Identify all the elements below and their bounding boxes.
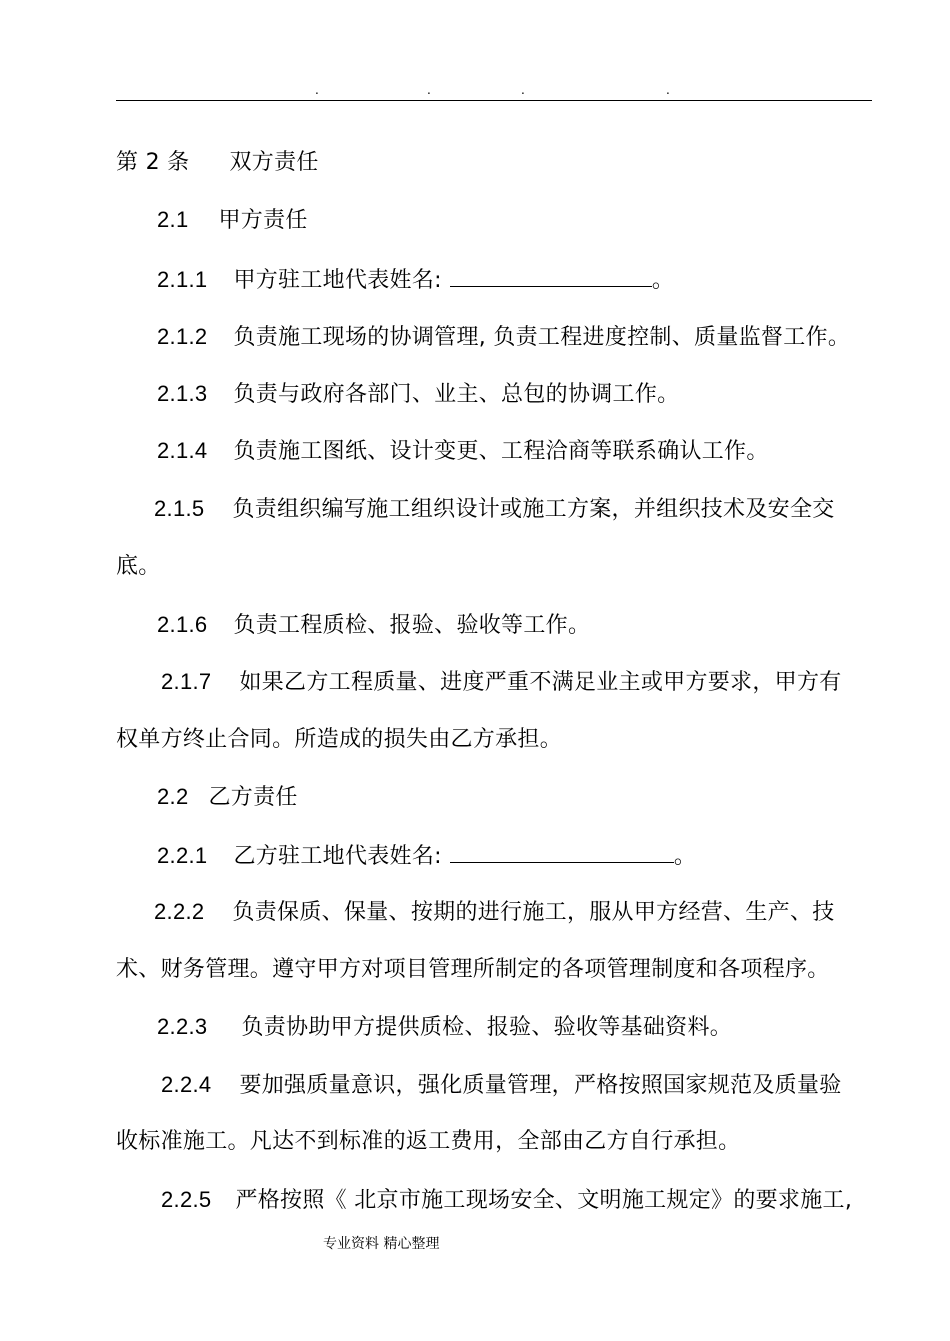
clause	[161, 1070, 842, 1101]
clause-number: 2.2.5	[161, 1187, 212, 1212]
clause-text: 负责与政府各部门、业主、总包的协调工作。	[233, 382, 680, 407]
clause-text: 负责协助甲方提供质检、报验、验收等基础资料。	[241, 1015, 733, 1040]
header-dot: .	[666, 83, 670, 97]
header-dot: .	[427, 83, 431, 97]
section-number: 2.1	[157, 207, 189, 232]
clause-number: 2.1.5	[154, 496, 205, 521]
clause-end: 。	[673, 844, 697, 869]
article-number: 第 2 条	[116, 150, 190, 175]
section-heading	[157, 782, 298, 813]
clause-text: 负责组织编写施工组织设计或施工方案，并组织技术及安全交	[232, 497, 835, 522]
clause	[154, 494, 835, 525]
clause-text: 负责施工现场的协调管理, 负责工程进度控制、质量监督工作。	[233, 325, 851, 350]
article-title	[116, 148, 319, 178]
clause-number: 2.2.3	[157, 1014, 208, 1039]
clause-number: 2.1.7	[161, 669, 212, 694]
header-dot: .	[521, 83, 525, 97]
clause-number: 2.1.1	[157, 267, 208, 292]
clause-text: 严格按照《 北京市施工现场安全、文明施工规定》的要求施工,	[235, 1188, 853, 1213]
clause	[157, 840, 696, 872]
clause	[157, 264, 674, 296]
clause-text: 负责工程质检、报验、验收等工作。	[233, 613, 591, 638]
clause-continuation: 收标准施工。凡达不到标准的返工费用，全部由乙方自行承担。	[116, 1129, 741, 1154]
clause-continuation: 权单方终止合同。所造成的损失由乙方承担。	[116, 727, 563, 752]
clause	[161, 1185, 852, 1216]
clause	[157, 436, 769, 467]
section-title: 乙方责任	[208, 785, 298, 810]
clause-number: 2.1.3	[157, 381, 208, 406]
name-blank-field	[450, 264, 652, 287]
clause-number: 2.2.4	[161, 1072, 212, 1097]
section-number: 2.2	[157, 784, 189, 809]
clause-text: 乙方驻工地代表姓名:	[233, 844, 442, 869]
page-footer: 专业资料 精心整理	[323, 1236, 440, 1252]
clause	[157, 322, 850, 353]
clause-number: 2.1.4	[157, 438, 208, 463]
name-blank-field	[450, 840, 674, 863]
clause-number: 2.1.6	[157, 612, 208, 637]
clause-number: 2.2.2	[154, 899, 205, 924]
header-dot: .	[315, 83, 319, 97]
clause-number: 2.1.2	[157, 324, 208, 349]
clause-number: 2.2.1	[157, 843, 208, 868]
clause-text: 如果乙方工程质量、进度严重不满足业主或甲方要求，甲方有	[239, 670, 842, 695]
article-heading: 双方责任	[229, 150, 319, 175]
clause-text: 负责施工图纸、设计变更、工程洽商等联系确认工作。	[233, 439, 769, 464]
section-title: 甲方责任	[218, 208, 308, 233]
clause	[157, 1012, 732, 1043]
clause	[154, 897, 835, 928]
section-heading	[157, 205, 308, 236]
clause	[157, 610, 590, 641]
clause-text: 甲方驻工地代表姓名:	[233, 268, 442, 293]
clause-text: 负责保质、保量、按期的进行施工，服从甲方经营、生产、技	[232, 900, 835, 925]
header-rule	[116, 100, 872, 101]
clause-end: 。	[651, 268, 675, 293]
clause	[161, 667, 842, 698]
clause	[157, 379, 679, 410]
clause-continuation: 底。	[116, 554, 161, 579]
clause-text: 要加强质量意识，强化质量管理，严格按照国家规范及质量验	[239, 1073, 842, 1098]
clause-continuation: 术、财务管理。遵守甲方对项目管理所制定的各项管理制度和各项程序。	[116, 957, 830, 982]
